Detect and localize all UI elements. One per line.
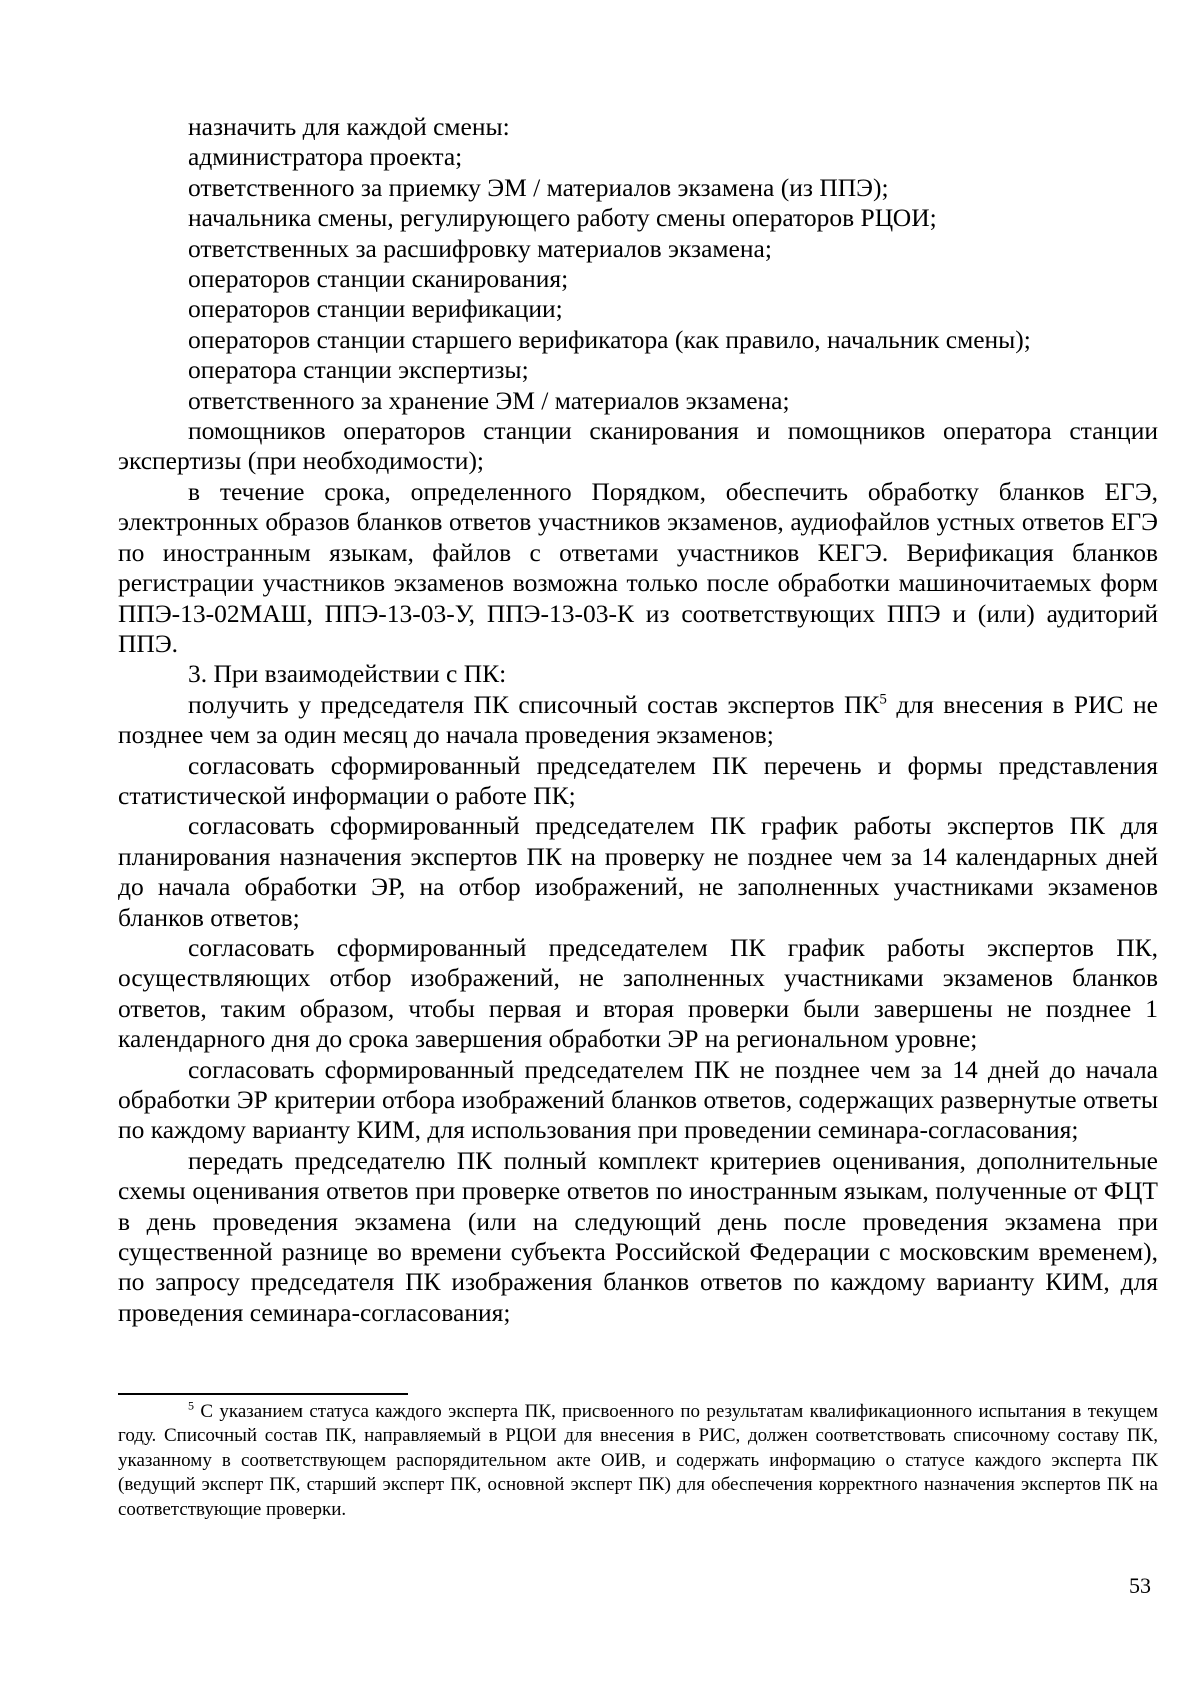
paragraph-schedule: согласовать сформированный председателем ПК график работы экспертов ПК для планирования назначения экспертов ПК на проверку не позднее чем за 14 календарных дней до начала обработки ЭР, на отбор изображений, не заполненных участниками экзаменов бланков ответов; <box>118 811 1158 932</box>
page-body <box>118 112 1158 1328</box>
paragraph-transfer: передать председателю ПК полный комплект критериев оценивания, дополнительные схемы оценивания ответов при проверке ответов по иностранным языкам, полученные от ФЦТ в день проведения экзамена (или на следующий день после проведения экзамена при существенной разнице во времени субъекта Российской Федерации с московским временем), по запросу председателя ПК изображения бланков ответов по каждому варианту КИМ, для проведения семинара-согласования; <box>118 1145 1158 1327</box>
list-item: ответственных за расшифровку материалов экзамена; <box>188 233 772 263</box>
paragraph-expert-list <box>118 690 1158 751</box>
paragraph-selection: согласовать сформированный председателем ПК график работы экспертов ПК, осуществляющих отбор изображений, не заполненных участниками экзаменов бланков ответов, таким образом, чтобы первая и вторая проверки были завершены не позднее 1 календарного дня до срока завершения обработки ЭР на региональном уровне; <box>118 932 1158 1054</box>
footnote <box>118 1400 1158 1522</box>
paragraph-criteria: согласовать сформированный председателем ПК не позднее чем за 14 дней до начала обработки ЭР критерии отбора изображений бланков ответов, содержащих развернутые ответы по каждому варианту КИМ, для использования при проведении семинара-согласования; <box>118 1054 1158 1145</box>
section-heading: 3. При взаимодействии с ПК: <box>188 659 507 689</box>
footnote-separator <box>118 1393 408 1395</box>
list-item: операторов станции верификации; <box>188 294 563 324</box>
list-item: операторов станции сканирования; <box>188 264 569 294</box>
page-number: 53 <box>1129 1573 1151 1598</box>
list-item: ответственного за хранение ЭМ / материалов экзамена; <box>188 385 790 415</box>
paragraph-text: получить у председателя ПК списочный состав экспертов ПК <box>188 689 880 719</box>
list-item: операторов станции старшего верификатора (как правило, начальник смены); <box>188 324 1031 354</box>
list-item: оператора станции экспертизы; <box>188 355 529 385</box>
footnote-marker: 5 <box>188 1398 194 1413</box>
paragraph-processing: в течение срока, определенного Порядком, обеспечить обработку бланков ЕГЭ, электронных образов бланков ответов участников экзаменов, аудиофайлов устных ответов ЕГЭ по иностранным языкам, файлов с ответами участников КЕГЭ. Верификация бланков регистрации участников экзаменов возможна только после обработки машиночитаемых форм ППЭ-13-02МАШ, ППЭ-13-03-У, ППЭ-13-03-К из соответствующих ППЭ и (или) аудиторий ППЭ. <box>118 476 1158 658</box>
list-item: начальника смены, регулирующего работу смены операторов РЦОИ; <box>188 203 937 233</box>
list-item: администратора проекта; <box>188 142 463 172</box>
footnote-reference[interactable]: 5 <box>879 691 887 708</box>
paragraph-text: для внесения в РИС не позднее чем за один месяц до начала проведения экзаменов; <box>118 689 1158 750</box>
paragraph-statistics: согласовать сформированный председателем ПК перечень и формы представления статистической информации о работе ПК; <box>118 750 1158 810</box>
list-item: назначить для каждой смены: <box>188 112 510 141</box>
paragraph-assistants: помощников операторов станции сканирования и помощников оператора станции экспертизы (при необходимости); <box>118 416 1158 476</box>
footnote-text: С указанием статуса каждого эксперта ПК, присвоенного по результатам квалификационного испытания в текущем году. Списочный состав ПК, направляемый в РЦОИ для внесения в РИС, должен соответствовать списочному составу ПК, указанному в соответствующем распорядительном акте ОИВ, и содержать информацию о статусе каждого эксперта ПК (ведущий эксперт ПК, старший эксперт ПК, основной эксперт ПК) для обеспечения корректного назначения экспертов ПК на соответствующие проверки. <box>118 1401 1158 1520</box>
list-item: ответственного за приемку ЭМ / материалов экзамена (из ППЭ); <box>188 172 889 202</box>
